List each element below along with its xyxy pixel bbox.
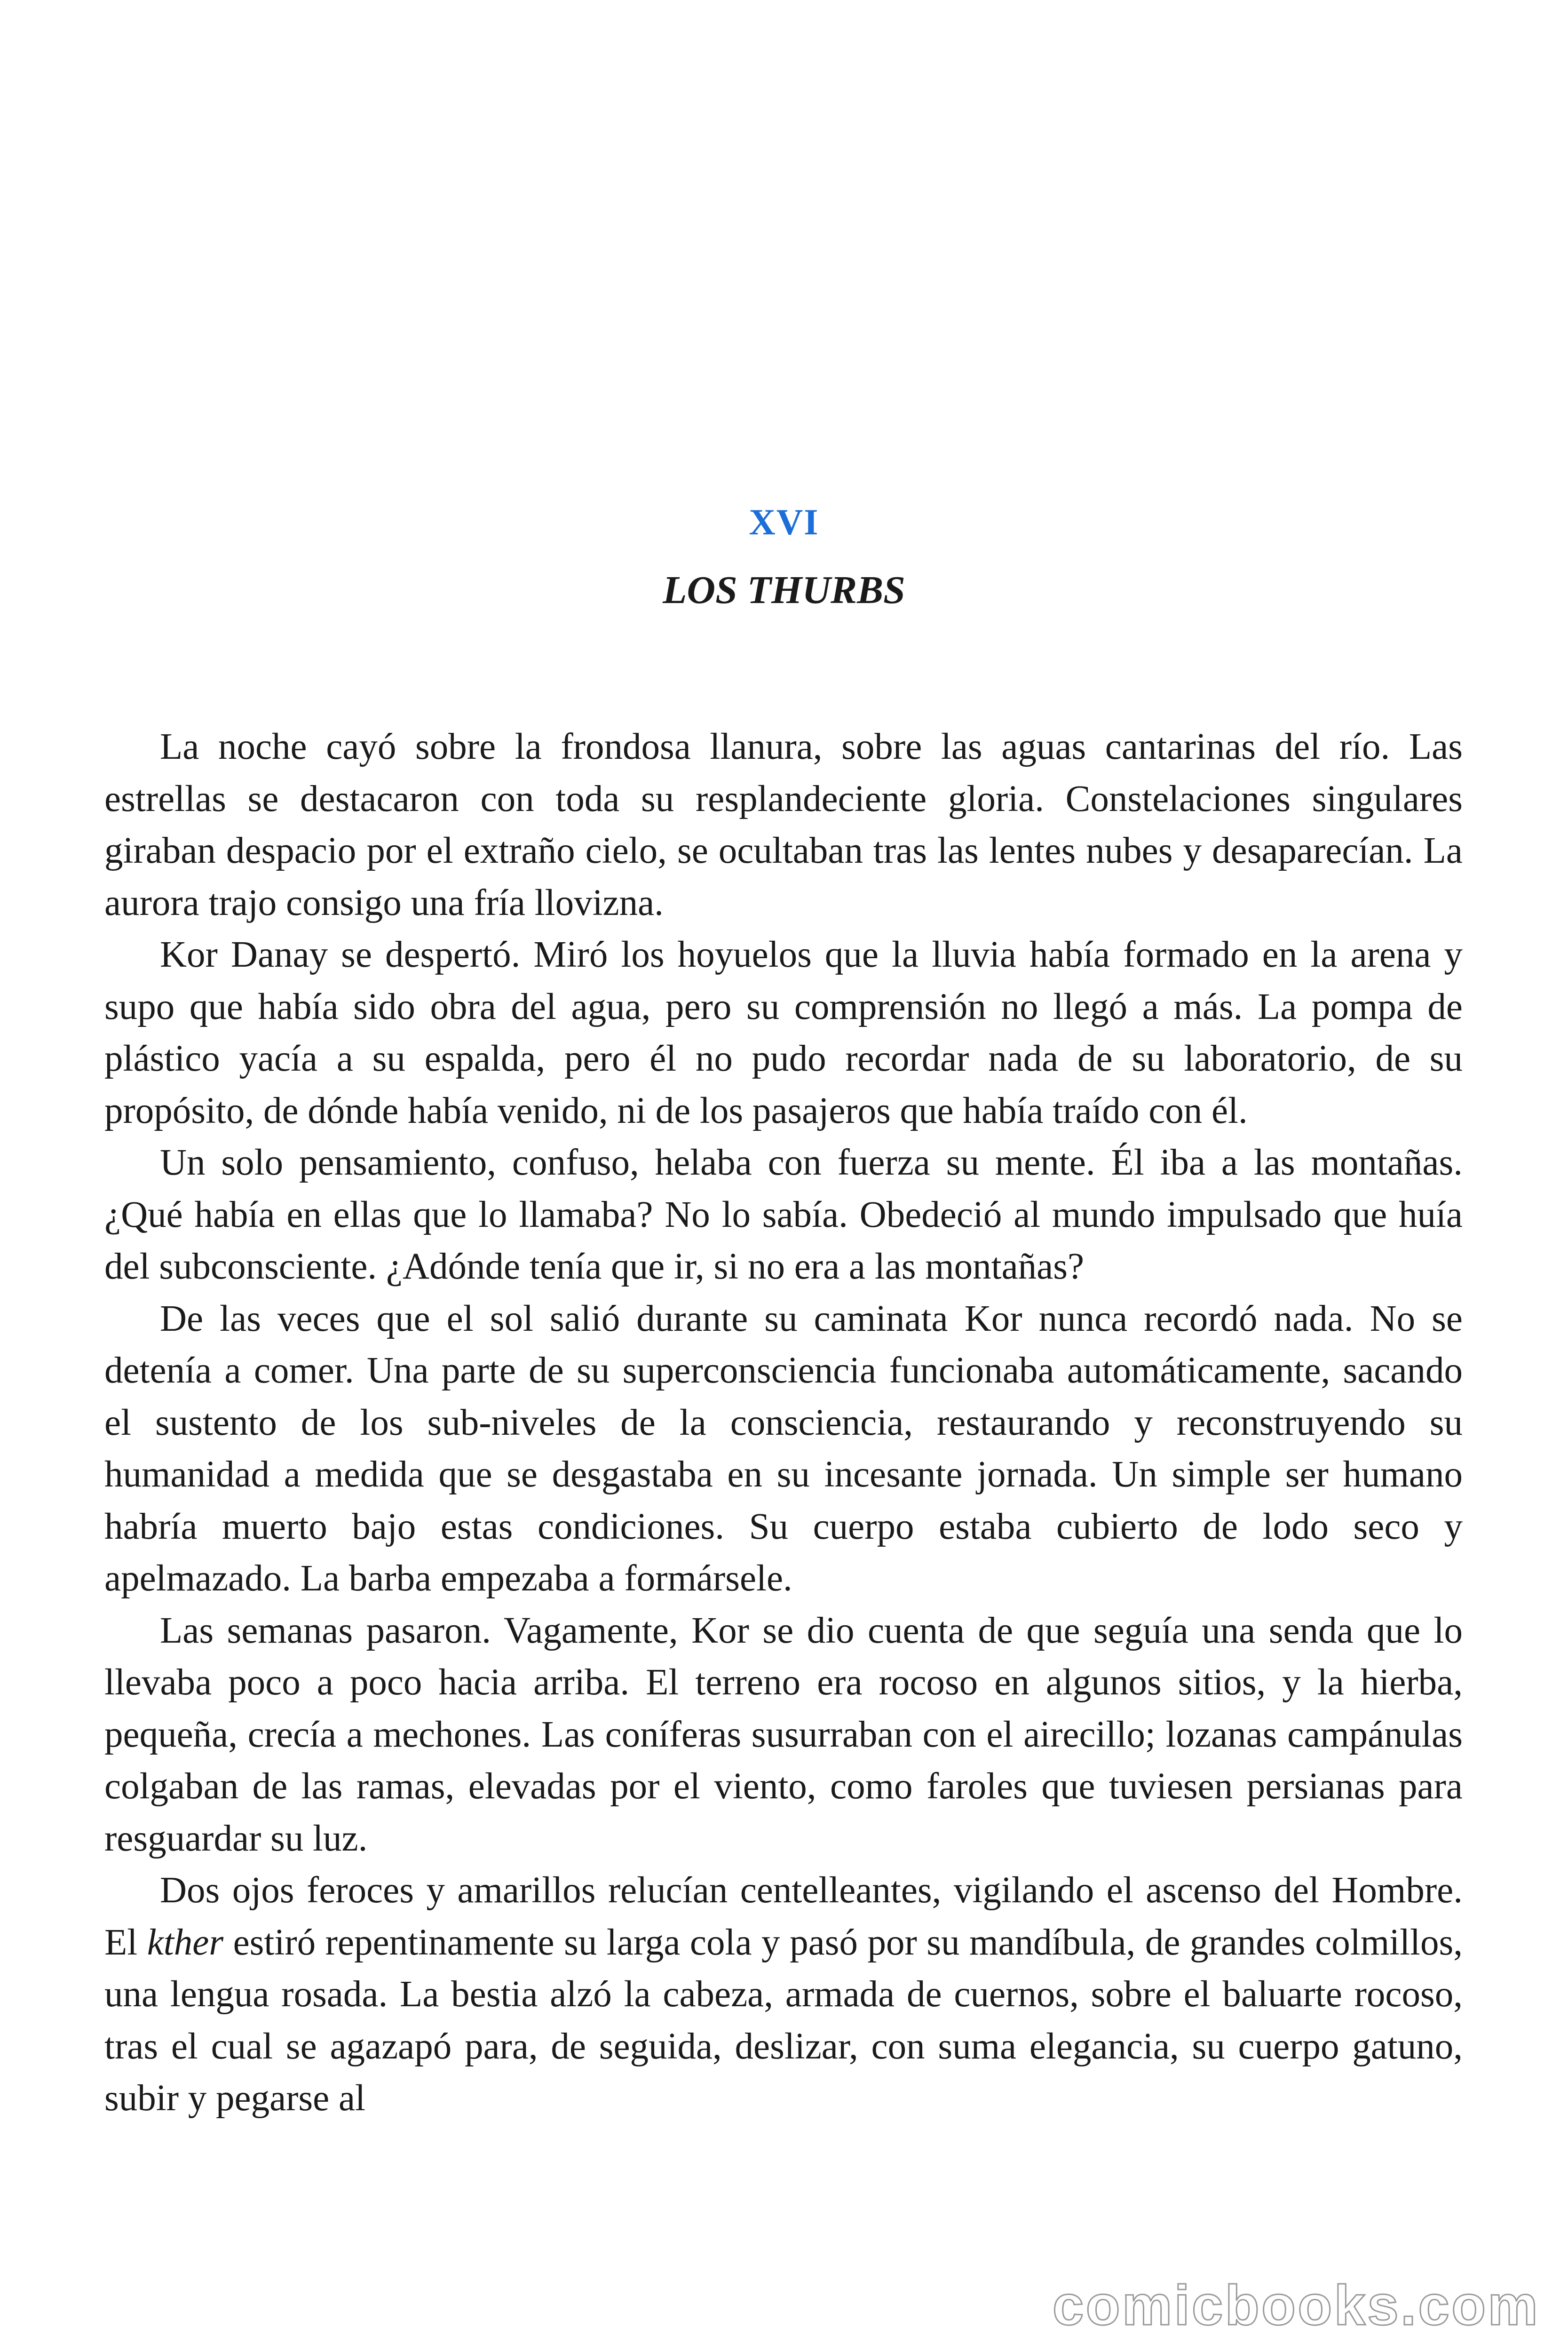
watermark: comicbooks.com [1052, 2274, 1540, 2337]
chapter-body [104, 721, 1463, 2125]
paragraph-text: Dos ojos feroces y amarillos relucían centelleantes, vigilando el ascenso del Hombre. El [104, 1870, 1463, 1963]
chapter-title: LOS THURBS [663, 568, 905, 612]
paragraph [104, 1865, 1463, 2125]
paragraph: Un solo pensamiento, confuso, helaba con fuerza su mente. Él iba a las montañas. ¿Qué había en ellas que lo llamaba? No lo sabía. Obedeció al mundo impulsado que huía del subconsciente. ¿Adónde tenía que ir, si no era a las montañas? [104, 1142, 1463, 1287]
paragraph: De las veces que el sol salió durante su caminata Kor nunca recordó nada. No se detenía a comer. Una parte de su superconsciencia funcionaba automáticamente, sacando el sustento de los sub-niveles de la consciencia, restaurando y reconstruyendo su humanidad a medida que se desgastaba en su incesante jornada. Un simple ser humano habría muerto bajo estas condiciones. Su cuerpo estaba cubierto de lodo seco y apelmazado. La barba empezaba a formársele. [104, 1298, 1463, 1599]
paragraph-text: estiró repentinamente su larga cola y pasó por su mandíbula, de grandes colmillos, una lengua rosada. La bestia alzó la cabeza, armada de cuernos, sobre el baluarte rocoso, tras el cual se agazapó para, de seguida, deslizar, con suma elegancia, su cuerpo gatuno, subir y pegarse al [104, 1922, 1463, 2119]
paragraph: Las semanas pasaron. Vagamente, Kor se dio cuenta de que seguía una senda que lo llevaba poco a poco hacia arriba. El terreno era rocoso en algunos sitios, y la hierba, pequeña, crecía a mechones. Las coníferas susurraban con el airecillo; lozanas campánulas colgaban de las ramas, elevadas por el viento, como faroles que tuviesen persianas para resguardar su luz. [104, 1610, 1463, 1859]
italic-word: kther [147, 1922, 224, 1963]
paragraph: La noche cayó sobre la frondosa llanura, sobre las aguas cantarinas del río. Las estrellas se destacaron con toda su resplandeciente gloria. Constelaciones singulares giraban despacio por el extraño cielo, se ocultaban tras las lentes nubes y desaparecían. La aurora trajo consigo una fría llovizna. [104, 726, 1463, 923]
paragraph: Kor Danay se despertó. Miró los hoyuelos que la lluvia había formado en la arena y supo que había sido obra del agua, pero su comprensión no llegó a más. La pompa de plástico yacía a su espalda, pero él no pudo recordar nada de su laboratorio, de su propósito, de dónde había venido, ni de los pasajeros que había traído con él. [104, 934, 1463, 1131]
chapter-number: XVI [749, 501, 819, 542]
